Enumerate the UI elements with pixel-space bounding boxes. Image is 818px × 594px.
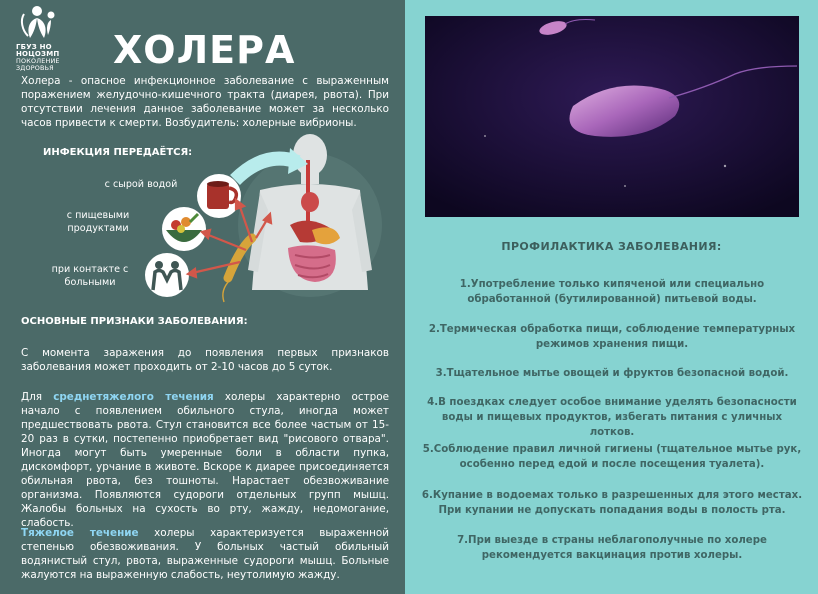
page-title: ХОЛЕРА — [113, 28, 296, 72]
prevention-item-2: 2.Термическая обработка пищи, соблюдение температурных режимов хранения пищи. — [428, 324, 796, 350]
bacteria-image — [425, 16, 799, 217]
logo-text — [16, 44, 90, 72]
prevention-heading: ПРОФИЛАКТИКА ЗАБОЛЕВАНИЯ: — [501, 240, 722, 253]
prevention-item-6: 6.Купание в водоемах только в разрешенных для этого местах. При купании не допускать попадания воды в полость рта. — [421, 490, 803, 516]
severe-course-text — [21, 526, 389, 582]
cup-icon — [197, 174, 241, 218]
left-panel — [0, 0, 405, 594]
moderate-course-text — [21, 390, 389, 530]
severe-body: холеры характеризуется выраженной степенью обезвоживания. У больных частый обильный водянистый стул, рвота, выраженные судороги мышц. Больные жалуются на выраженную слабость, неутолимую жажду. — [21, 527, 390, 581]
moderate-highlight: среднетяжелого течения — [53, 391, 214, 403]
severe-highlight: Тяжелое течение — [21, 527, 139, 539]
people-contact-icon — [145, 253, 189, 297]
prevention-item-5: 5.Соблюдение правил личной гигиены (тщательное мытье рук, особенно перед едой и после посещения туалета). — [422, 444, 802, 470]
signs-heading: ОСНОВНЫЕ ПРИЗНАКИ ЗАБОЛЕВАНИЯ: — [21, 316, 248, 327]
food-icon — [162, 207, 206, 251]
prevention-item-3: 3.Тщательное мытье овощей и фруктов безопасной водой. — [435, 368, 789, 379]
moderate-body: холеры характерно острое начало с появлением обильного стула, иногда может предшествовать рвота. Стул становится все более частым от 15-20 раз в сутки, постепенно приобретает вид "рисового отвара". Иногда могут быть умеренные боли в области пупка, дискомфорт, урчание в животе. Вскоре к диарее присоединяется обильная рвота, без тошноты. Нарастает обезвоживание организма. Появляются судороги отдельных групп мышц. Жалобы больных на сухость во рту, жажду, недомогание, слабость. — [21, 391, 389, 529]
intro-text: Холера - опасное инфекционное заболевание с выраженным поражением желудочно-кишечного тракта (диарея, рвота). При отсутствии лечения данное заболевание может за несколько часов привести к смерти. Возбудитель: холерные вибрионы. — [21, 75, 389, 129]
logo-icon — [10, 2, 90, 46]
transmission-illustration — [140, 130, 405, 310]
logo — [10, 2, 90, 72]
prevention-item-1: 1.Употребление только кипяченой или специально обработанной (бутилированной) питьевой воды. — [459, 279, 765, 305]
moderate-prefix: Для — [21, 391, 54, 403]
logo-line-2: ПОКОЛЕНИЕ ЗДОРОВЬЯ — [16, 57, 60, 72]
logo-line-1: ГБУЗ НО НОЦОЗМП — [16, 43, 60, 58]
route-food-label: с пищевыми продуктами — [66, 210, 130, 234]
route-water-label: с сырой водой — [104, 179, 178, 190]
route-contact-label: при контакте с больными — [51, 264, 129, 288]
prevention-item-7: 7.При выезде в страны неблагополучные по холере рекомендуется вакцинация против холеры. — [457, 535, 767, 561]
prevention-item-4: 4.В поездках следует особое внимание уделять безопасности воды и пищевых продуктов, избегать питания с уличных лотков. — [427, 397, 797, 438]
incubation-text: С момента заражения до появления первых признаков заболевания может проходить от 2-10 часов до 5 суток. — [21, 347, 389, 373]
vibrio-bacteria-image — [425, 16, 799, 217]
transmission-heading: ИНФЕКЦИЯ ПЕРЕДАЁТСЯ: — [43, 147, 193, 158]
